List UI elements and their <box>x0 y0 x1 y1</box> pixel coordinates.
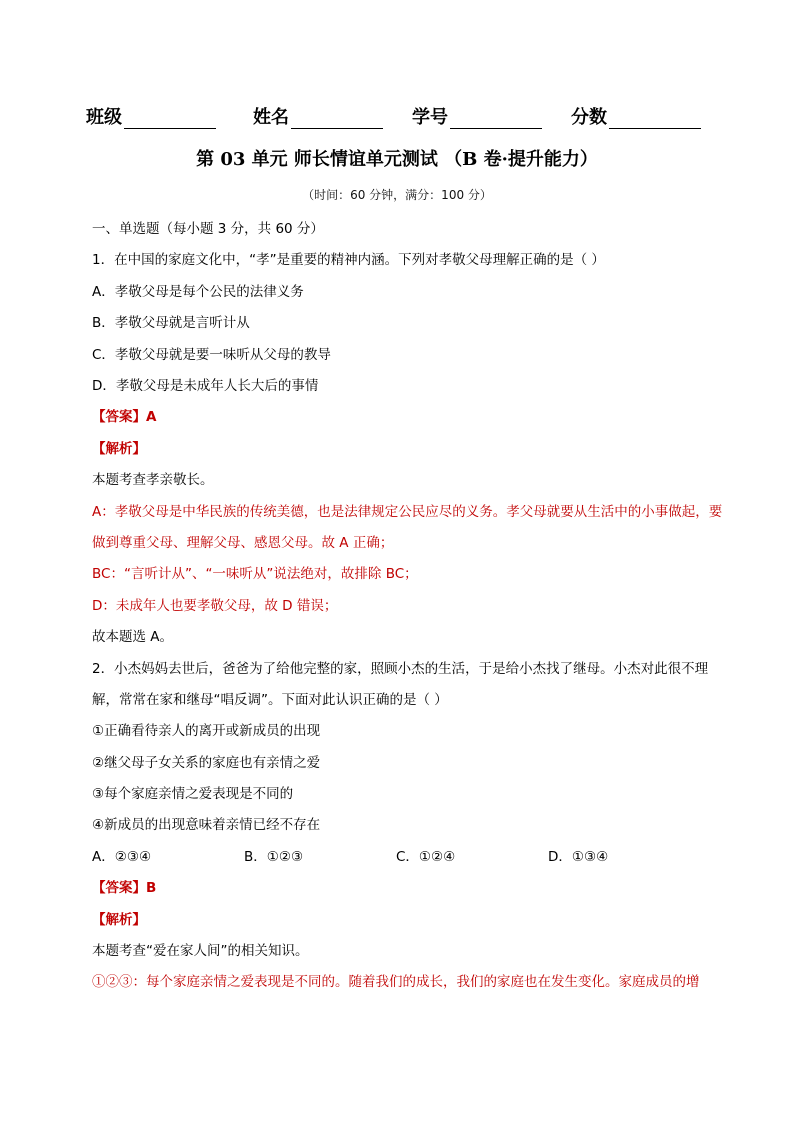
score-field <box>571 103 701 129</box>
student-id-field <box>412 103 542 129</box>
question-1-analysis-intro: 本题考查孝亲敬长。 <box>92 472 214 489</box>
score-label: 分数 <box>571 107 607 128</box>
student-id-label: 学号 <box>412 107 448 128</box>
question-2-statement-4: ④新成员的出现意味着亲情已经不存在 <box>92 817 321 834</box>
question-2-option-b: B．①②③ <box>244 848 304 865</box>
question-1-analysis-d: D：未成年人也要孝敬父母，故 D 错误； <box>92 597 338 614</box>
class-label: 班级 <box>86 107 122 128</box>
question-1-option-d: D．孝敬父母是未成年人长大后的事情 <box>92 377 319 394</box>
question-2-statement-1: ①正确看待亲人的离开或新成员的出现 <box>92 723 321 740</box>
name-field <box>253 103 383 129</box>
question-1-option-c: C．孝敬父母就是要一味听从父母的教导 <box>92 346 331 363</box>
question-2-analysis-1: ①②③：每个家庭亲情之爱表现是不同的。随着我们的成长，我们的家庭也在发生变化。家庭成员的增 <box>92 974 700 991</box>
question-2-statement-3: ③每个家庭亲情之爱表现是不同的 <box>92 786 294 803</box>
question-2-analysis-intro: 本题考查“爱在家人间”的相关知识。 <box>92 943 309 960</box>
question-2-option-a: A．②③④ <box>92 848 152 865</box>
class-field <box>86 103 216 129</box>
question-1-analysis-a: A：孝敬父母是中华民族的传统美德，也是法律规定公民应尽的义务。孝父母就要从生活中的小事做起，要做到尊重父母、理解父母、感恩父母。故 A 正确； <box>92 503 723 551</box>
exam-content <box>92 214 732 999</box>
question-2-answer: 【答案】B <box>92 880 157 897</box>
question-1-option-a: A．孝敬父母是每个公民的法律义务 <box>92 283 304 300</box>
question-1-conclusion: 故本题选 A。 <box>92 629 174 646</box>
name-blank[interactable] <box>291 106 383 129</box>
question-1-analysis-label: 【解析】 <box>92 440 146 457</box>
question-2-option-c: C．①②④ <box>396 848 456 865</box>
student-id-blank[interactable] <box>450 106 542 129</box>
question-2-stem: 2．小杰妈妈去世后，爸爸为了给他完整的家，照顾小杰的生活，于是给小杰找了继母。小杰对此很不理解，常常在家和继母“唱反调”。下面对此认识正确的是（ ） <box>92 660 709 708</box>
question-1-analysis-bc: BC：“言听计从”、“一味听从”说法绝对，故排除 BC； <box>92 566 418 583</box>
question-2-options <box>92 842 732 873</box>
exam-subtitle: （时间：60 分钟，满分：100 分） <box>302 188 492 202</box>
question-2-option-d: D．①③④ <box>548 848 609 865</box>
question-1-option-b: B．孝敬父母就是言听计从 <box>92 315 250 332</box>
student-info-header <box>0 103 794 133</box>
question-1-answer: 【答案】A <box>92 409 157 426</box>
question-2-analysis-label: 【解析】 <box>92 911 146 928</box>
name-label: 姓名 <box>253 107 289 128</box>
section-heading: 一、单选题（每小题 3 分，共 60 分） <box>92 221 324 237</box>
question-1-stem: 1．在中国的家庭文化中，“孝”是重要的精神内涵。下列对孝敬父母理解正确的是（ ） <box>92 252 605 269</box>
page-title: 第 03 单元 师长情谊单元测试 （B 卷·提升能力） <box>196 149 598 170</box>
question-2-statement-2: ②继父母子女关系的家庭也有亲情之爱 <box>92 754 321 771</box>
score-blank[interactable] <box>609 106 701 129</box>
class-blank[interactable] <box>124 106 216 129</box>
